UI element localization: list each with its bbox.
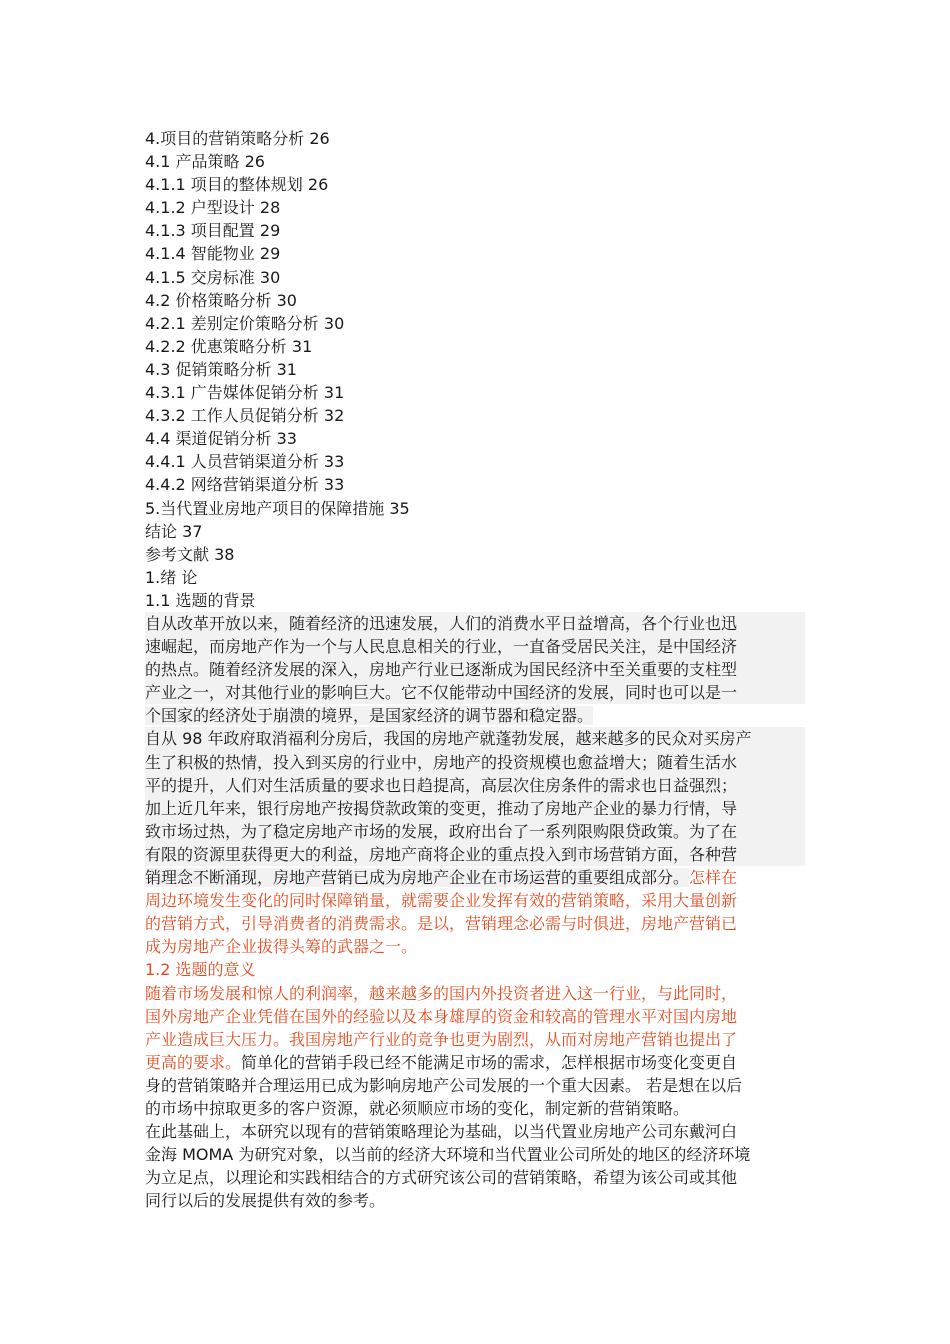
- text-line: 致市场过热，为了稳定房地产市场的发展，政府出台了一系列限购限贷政策。为了在: [145, 820, 805, 843]
- section-heading: 1.1 选题的背景: [145, 590, 256, 610]
- highlighted-line: 产业造成巨大压力。我国房地产行业的竞争也更为剧烈，从而对房地产营销也提出了: [145, 1029, 738, 1049]
- section-heading: 1.2 选题的意义: [145, 960, 256, 980]
- section-heading: 1.绪 论: [145, 567, 198, 587]
- text-line: 的热点。随着经济发展的深入，房地产行业已逐渐成为国民经济中至关重要的支柱型: [145, 658, 805, 681]
- text-line: 在此基础上，本研究以现有的营销策略理论为基础，以当代置业房地产公司东戴河白: [145, 1122, 738, 1142]
- paragraph-background: [145, 612, 805, 727]
- text-line: 生了积极的热情，投入到买房的行业中，房地产的投资规模也愈益增大；随着生活水: [145, 751, 805, 774]
- text-line: 速崛起，而房地产作为一个与人民息息相关的行业，一直备受居民关注，是中国经济: [145, 635, 805, 658]
- text-line: 产业之一，对其他行业的影响巨大。它不仅能带动中国经济的发展，同时也可以是一: [145, 681, 805, 704]
- table-of-contents: [145, 127, 805, 612]
- text-span: 个国家的经济处于崩溃的境界，是国家经济的调节器和稳定器。: [145, 706, 594, 726]
- text-line: 同行以后的发展提供有效的参考。: [145, 1191, 386, 1211]
- text-line: 为立足点，以理论和实践相结合的方式研究该公司的营销策略，希望为该公司或其他: [145, 1168, 738, 1188]
- text-line: 自从 98 年政府取消福利分房后，我国的房地产就蓬勃发展，越来越多的民众对买房产: [145, 727, 805, 750]
- text-line: 身的营销策略并合理运用已成为影响房地产公司发展的一个重大因素。 若是想在以后: [145, 1075, 743, 1095]
- toc-entry: 4.2 价格策略分析 30: [145, 290, 297, 310]
- text-span: 简单化的营销手段已经不能满足市场的需求，怎样根据市场变化变更自: [241, 1052, 738, 1072]
- text-line: 加上近几年来，银行房地产按揭贷款政策的变更，推动了房地产企业的暴力行情，导: [145, 797, 805, 820]
- highlighted-text: 更高的要求。: [145, 1052, 242, 1072]
- text-line: [145, 704, 805, 727]
- text-span: 销理念不断涌现，房地产营销已成为房地产企业在市场运营的重要组成部分。: [145, 868, 690, 888]
- highlighted-line: 国外房地产企业凭借在国外的经验以及本身雄厚的资金和较高的管理水平对国内房地: [145, 1006, 738, 1026]
- text-line: 的市场中掠取更多的客户资源，就必须顺应市场的变化，制定新的营销策略。: [145, 1098, 690, 1118]
- text-line: [145, 866, 805, 889]
- text-line: 自从改革开放以来，随着经济的迅速发展，人们的消费水平日益增高，各个行业也迅: [145, 612, 805, 635]
- toc-entry: 4.项目的营销策略分析 26: [145, 129, 330, 148]
- toc-entry: 4.1.2 户型设计 28: [145, 198, 281, 218]
- toc-entry: 4.1.4 智能物业 29: [145, 244, 281, 264]
- highlighted-text: 怎样在: [689, 868, 738, 888]
- toc-entry: 4.1.1 项目的整体规划 26: [145, 175, 329, 195]
- toc-entry: 4.4.2 网络营销渠道分析 33: [145, 475, 345, 495]
- toc-entry: 4.4 渠道促销分析 33: [145, 429, 297, 449]
- highlighted-line: 成为房地产企业拔得头筹的武器之一。: [145, 937, 418, 957]
- toc-entry: 4.2.2 优惠策略分析 31: [145, 336, 313, 356]
- toc-entry: 4.4.1 人员营销渠道分析 33: [145, 452, 345, 472]
- paragraph-significance: [145, 982, 805, 1121]
- highlighted-line: 周边环境发生变化的同时保障销量，就需要企业发挥有效的营销策略，采用大量创新: [145, 891, 738, 911]
- document-body: [145, 612, 805, 1212]
- text-line: 有限的资源里获得更大的利益，房地产商将企业的重点投入到市场营销方面，各种营: [145, 843, 805, 866]
- highlighted-line: 的营销方式，引导消费者的消费需求。是以，营销理念必需与时俱进，房地产营销已: [145, 914, 738, 934]
- text-line: 平的提升，人们对生活质量的要求也日趋提高，高层次住房条件的需求也日益强烈；: [145, 774, 805, 797]
- text-line: [145, 1051, 805, 1074]
- text-line: 金海 MOMA 为研究对象，以当前的经济大环境和当代置业公司所处的地区的经济环境: [145, 1145, 751, 1165]
- toc-entry: 4.1.3 项目配置 29: [145, 221, 281, 241]
- toc-entry: 5.当代置业房地产项目的保障措施 35: [145, 498, 410, 518]
- toc-entry: 参考文献 38: [145, 544, 235, 564]
- highlighted-line: 随着市场发展和惊人的利润率，越来越多的国内外投资者进入这一行业，与此同时，: [145, 983, 738, 1003]
- toc-entry: 4.2.1 差别定价策略分析 30: [145, 313, 345, 333]
- toc-entry: 4.3.2 工作人员促销分析 32: [145, 406, 345, 426]
- paragraph-housing: [145, 727, 805, 958]
- toc-entry: 4.1 产品策略 26: [145, 152, 265, 172]
- toc-entry: 4.3.1 广告媒体促销分析 31: [145, 383, 345, 403]
- toc-entry: 结论 37: [145, 521, 203, 541]
- toc-entry: 4.3 促销策略分析 31: [145, 359, 297, 379]
- toc-entry: 4.1.5 交房标准 30: [145, 267, 281, 287]
- paragraph-research: [145, 1120, 805, 1212]
